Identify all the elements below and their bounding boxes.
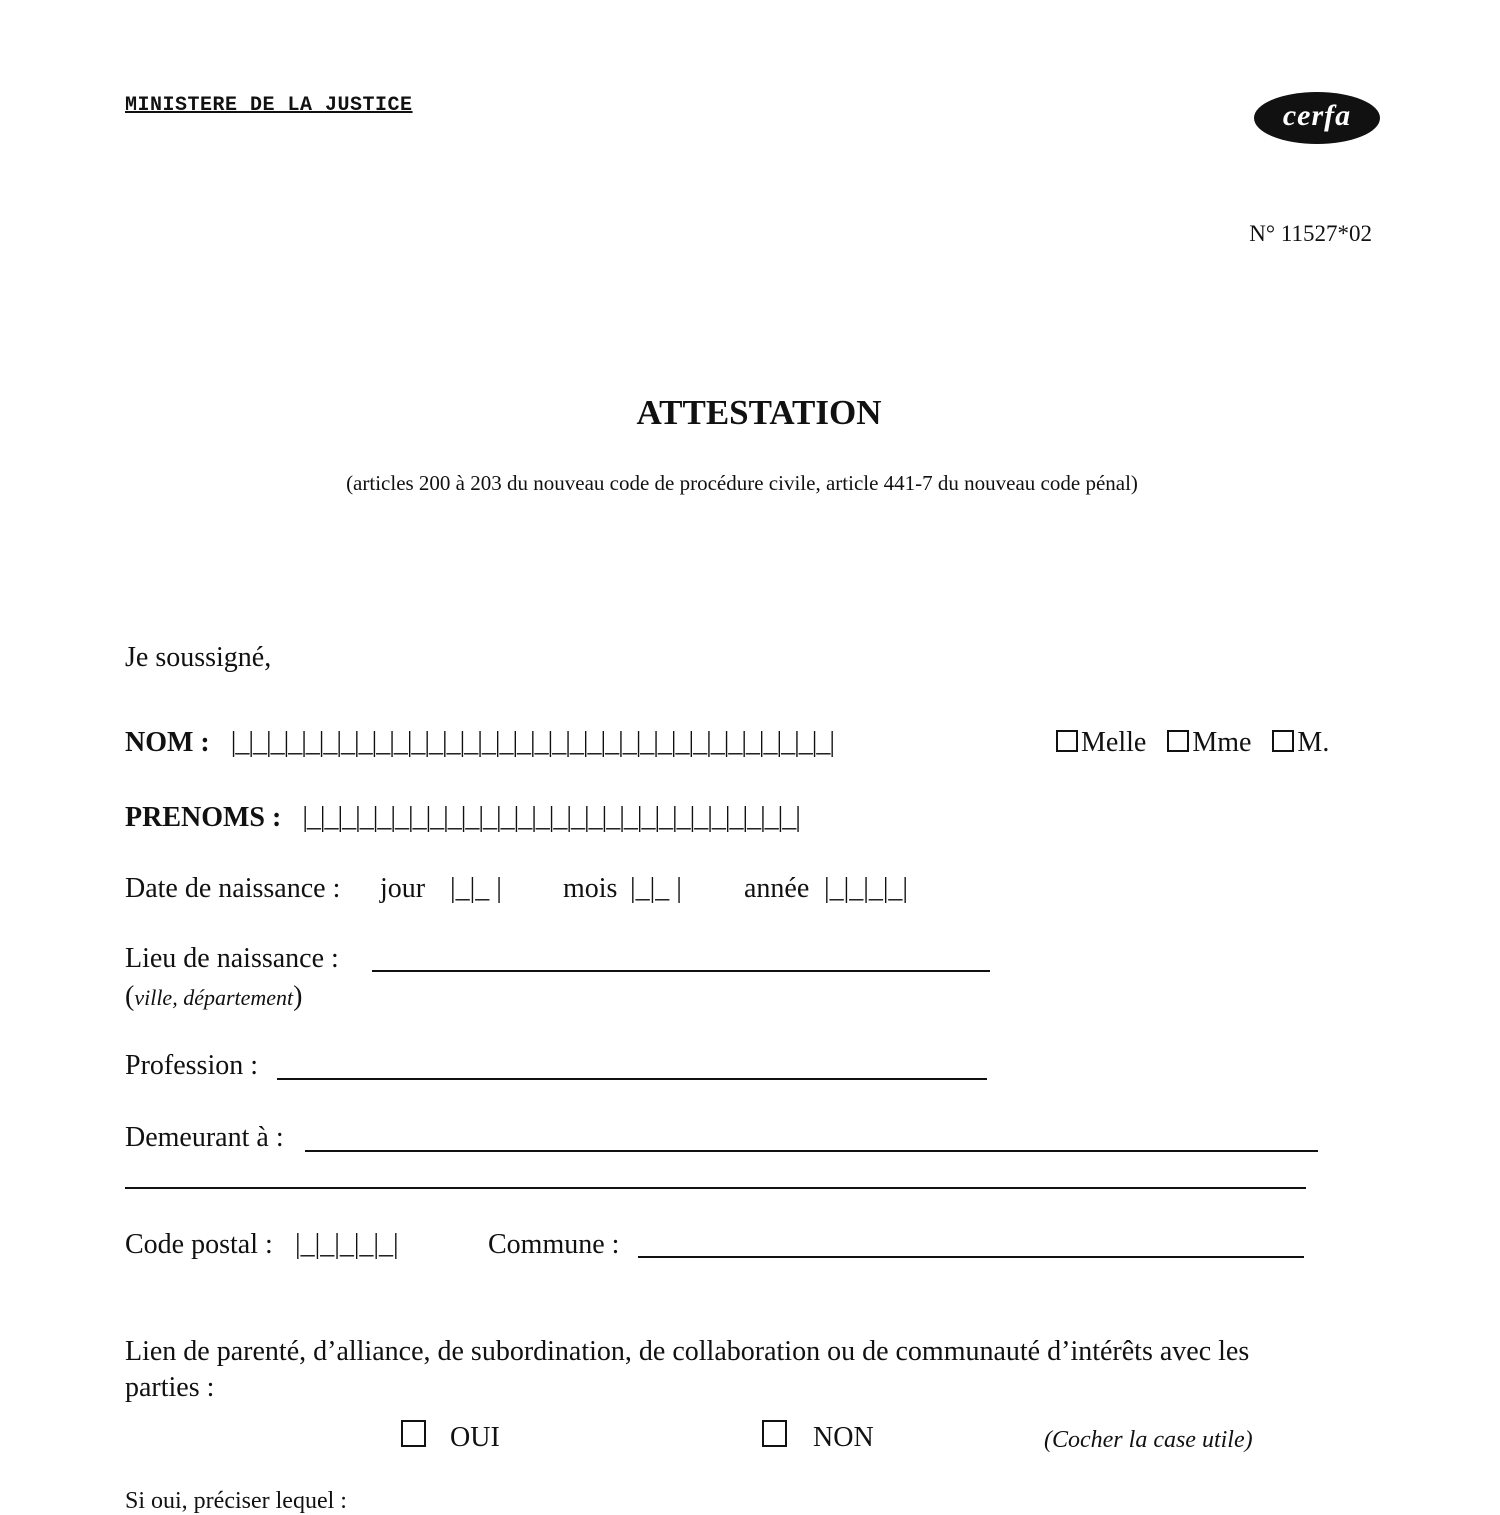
non-label: NON <box>813 1422 874 1453</box>
mois-field[interactable]: |_|_ | <box>630 873 682 904</box>
hint-open-paren: ( <box>125 981 135 1012</box>
form-number: N° 11527*02 <box>1249 221 1372 246</box>
annee-field[interactable]: |_|_|_|_| <box>824 873 909 904</box>
document-title: ATTESTATION <box>636 393 882 432</box>
mois-label: mois <box>563 873 618 904</box>
relationship-detail-label: Si oui, préciser lequel : <box>125 1488 347 1514</box>
prenoms-label: PRENOMS : <box>125 802 282 833</box>
birthplace-field[interactable] <box>372 970 990 972</box>
birthplace-label: Lieu de naissance : <box>125 943 339 974</box>
ministry-heading: MINISTERE DE LA JUSTICE <box>125 94 413 117</box>
mme-checkbox[interactable] <box>1167 730 1189 752</box>
jour-label: jour <box>380 873 426 904</box>
address-field-line2[interactable] <box>125 1187 1306 1189</box>
melle-checkbox[interactable] <box>1056 730 1078 752</box>
commune-label: Commune : <box>488 1229 620 1260</box>
jour-field[interactable]: |_|_ | <box>450 873 502 904</box>
birthplace-hint <box>125 981 303 1013</box>
check-hint: (Cocher la case utile) <box>1044 1427 1253 1453</box>
mme-label: Mme <box>1192 727 1252 758</box>
m-label: M. <box>1297 727 1330 758</box>
nom-label: NOM : <box>125 727 210 758</box>
oui-checkbox[interactable] <box>401 1420 426 1447</box>
oui-label: OUI <box>450 1422 500 1453</box>
commune-field[interactable] <box>638 1256 1304 1258</box>
address-field-line1[interactable] <box>305 1150 1318 1152</box>
annee-label: année <box>744 873 810 904</box>
relationship-question-line2: parties : <box>125 1372 215 1403</box>
document-subtitle: (articles 200 à 203 du nouveau code de procédure civile, article 441-7 du nouveau code pénal) <box>346 471 1138 495</box>
profession-label: Profession : <box>125 1050 258 1081</box>
prenoms-field[interactable]: |_|_|_|_|_|_|_|_|_|_|_|_|_|_|_|_|_|_|_|_|_|_|_|_|_|_|_|_| <box>302 802 800 833</box>
profession-field[interactable] <box>277 1078 987 1080</box>
nom-field[interactable]: |_|_|_|_|_|_|_|_|_|_|_|_|_|_|_|_|_|_|_|_|_|_|_|_|_|_|_|_|_|_|_|_|_|_| <box>230 727 834 758</box>
m-checkbox[interactable] <box>1272 730 1294 752</box>
melle-label: Melle <box>1081 727 1147 758</box>
birthdate-label: Date de naissance : <box>125 873 341 904</box>
non-checkbox[interactable] <box>762 1420 787 1447</box>
hint-close-paren: ) <box>293 981 303 1012</box>
postal-label: Code postal : <box>125 1229 273 1260</box>
civility-options <box>1056 727 1329 759</box>
nom-row <box>125 727 834 759</box>
cerfa-logo-text: cerfa <box>1282 99 1352 132</box>
relationship-question-line1: Lien de parenté, d’alliance, de subordination, de collaboration ou de communauté d’intérêts avec les <box>125 1336 1250 1367</box>
cerfa-logo <box>1254 92 1380 144</box>
intro-text: Je soussigné, <box>125 642 272 673</box>
postal-field[interactable]: |_|_|_|_|_| <box>295 1229 399 1260</box>
address-label: Demeurant à : <box>125 1122 284 1153</box>
hint-text: ville, département <box>134 985 294 1010</box>
prenoms-row <box>125 802 800 834</box>
